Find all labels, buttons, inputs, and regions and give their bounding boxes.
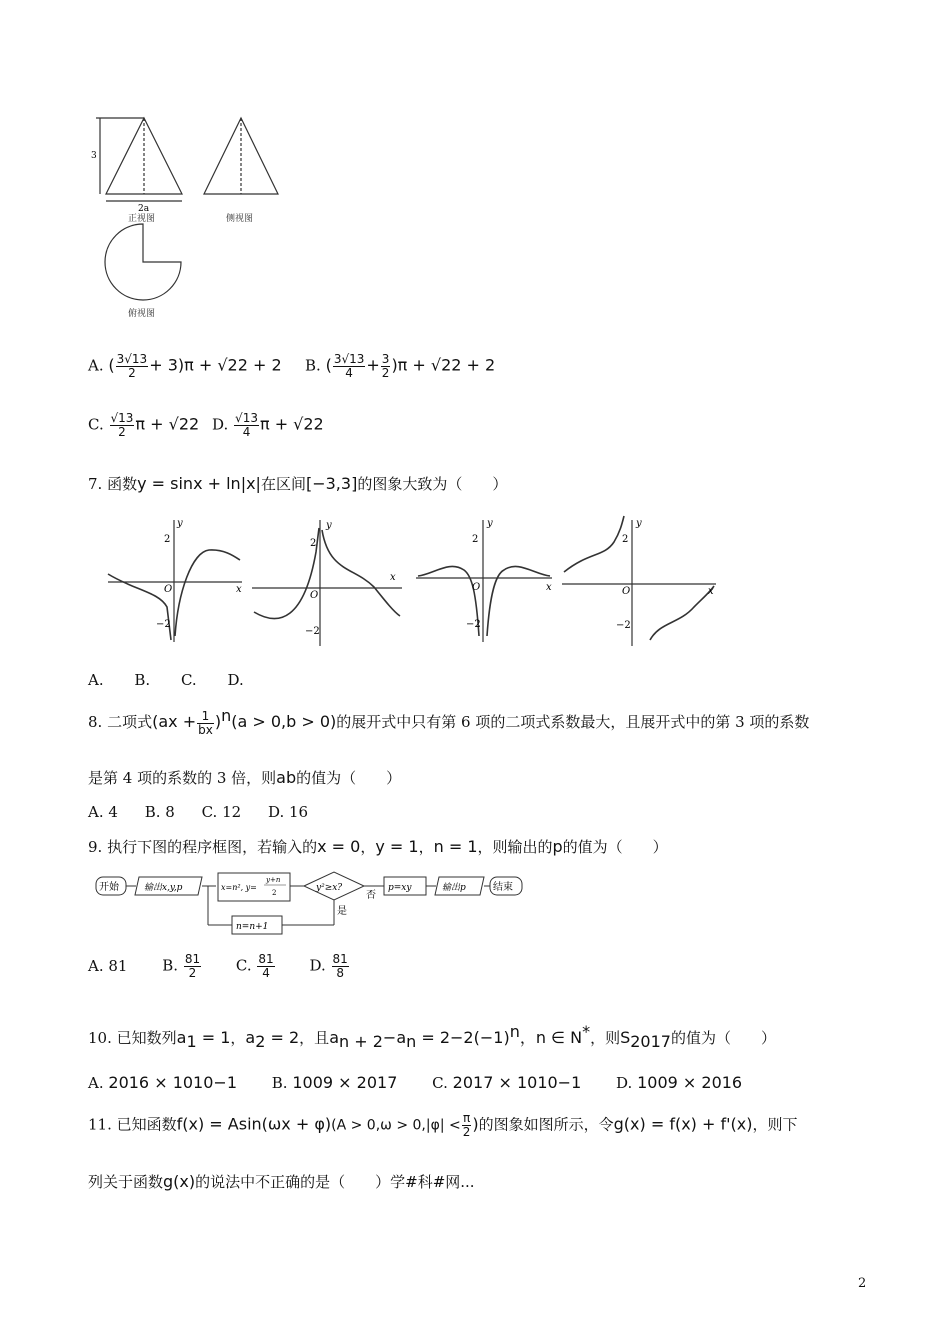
q6-option-b: B. ( $\frac{3√13}{4}$ + $\frac{3}{2}$ )π + √22 + 2 — [305, 352, 496, 380]
height-label: 3 — [91, 151, 97, 161]
graph-c-neg2: −2 — [466, 619, 481, 630]
q9-option-d-fraction: $\frac{81}{8}$ — [332, 952, 348, 980]
width-label: 2a — [138, 204, 150, 214]
graph-b — [252, 520, 402, 646]
q8-stem-line2: 是第 4 项的系数的 3 倍，则ab的值为（ ） — [88, 768, 402, 787]
q6-option-d: D. $\frac{√13}{4}$ π + √22 — [212, 411, 324, 439]
q7-graphs — [104, 512, 724, 652]
q11-stem-line1: 11. 已知函数f(x) = Asin(ωx + φ)(A > 0,ω > 0,|φ| < $\frac{\pi}{2}$ )的图象如图所示，令g(x) = f(x) + f'(x)，则下 — [88, 1111, 798, 1139]
q11-stem-line2: 列关于函数g(x)的说法中不正确的是（ ）学#科#网... — [88, 1172, 475, 1191]
graph-c-2: 2 — [472, 534, 479, 545]
q10-option-c: 2017 × 1010−1 — [452, 1073, 582, 1092]
top-view-label: 俯视图 — [128, 309, 156, 319]
top-view — [105, 224, 181, 300]
q10-option-b: 1009 × 2017 — [292, 1073, 398, 1092]
graph-b-neg2: −2 — [305, 626, 320, 637]
flow-assign-num: y+n — [266, 876, 281, 884]
graph-d-o: O — [622, 586, 631, 597]
graph-a-2: 2 — [164, 534, 171, 545]
graph-c — [416, 520, 552, 642]
front-view — [96, 118, 182, 201]
side-view — [204, 118, 278, 194]
fraction: $\frac{√13}{2}$ — [110, 411, 134, 439]
q10-option-a: 2016 × 1010−1 — [108, 1073, 237, 1092]
fraction: $\frac{3}{2}$ — [381, 352, 390, 380]
fraction: $\frac{1}{bx}$ — [198, 708, 213, 737]
q9-stem: 9. 执行下图的程序框图，若输入的x = 0，y = 1，n = 1，则输出的p的值为（ ） — [88, 837, 668, 856]
q9-options — [88, 953, 350, 980]
q7-options — [88, 671, 244, 689]
q7-stem: 7. 函数y = sinx + ln|x|在区间[−3,3]的图象大致为（ ） — [88, 474, 508, 493]
q6-option-a: A. ( $\frac{3√13}{2}$ + 3)π + √22 + 2 — [88, 352, 282, 380]
graph-b-2: 2 — [310, 538, 317, 549]
flow-end: 结束 — [493, 882, 513, 893]
graph-a — [108, 520, 242, 642]
side-view-label: 侧视图 — [226, 214, 254, 224]
fraction: $\frac{√13}{4}$ — [235, 411, 258, 439]
graph-d-2: 2 — [622, 534, 629, 545]
q8-options — [88, 803, 308, 821]
fraction: $\frac{3√13}{4}$ — [333, 352, 365, 380]
q8-option-a: A. 4 — [88, 803, 118, 821]
flow-output2: 输出p — [442, 883, 466, 893]
q9-option-a: A. 81 — [88, 956, 128, 975]
graph-b-x: x — [390, 572, 396, 583]
flow-assign-den: 2 — [272, 889, 277, 897]
graph-d-y: y — [636, 518, 642, 529]
graph-c-y: y — [487, 518, 493, 529]
q7-option-d: D. — [227, 671, 244, 689]
q9-option-b-label: B. — [162, 956, 179, 975]
q6-option-c: C. $\frac{√13}{2}$ π + √22 — [88, 411, 200, 439]
graph-d — [562, 516, 716, 646]
q9-option-b-fraction: $\frac{81}{2}$ — [184, 952, 201, 980]
fraction: $\frac{\pi}{2}$ — [462, 1111, 471, 1139]
fraction: $\frac{3√13}{2}$ — [116, 352, 148, 380]
flow-p-calc: p=xy — [388, 883, 412, 893]
flow-output1: 输出x,y,p — [144, 883, 183, 893]
flow-cond: y²≥x? — [316, 883, 343, 893]
q7-option-a: A. — [88, 671, 104, 689]
front-view-label: 正视图 — [128, 214, 156, 224]
flow-start: 开始 — [99, 882, 119, 893]
q7-option-b: B. — [134, 671, 151, 689]
flow-assign: x=n², y= — [221, 883, 257, 892]
flow-no: 否 — [366, 890, 376, 901]
graph-b-o: O — [310, 590, 319, 601]
graph-b-y: y — [326, 520, 332, 531]
q9-option-c-fraction: $\frac{81}{4}$ — [258, 952, 274, 980]
q9-option-d-label: D. — [309, 956, 326, 975]
q8-option-b: B. 8 — [144, 803, 175, 821]
q10-options: A. 2016 × 1010−1 B. 1009 × 2017 C. 2017 × 1010−1 D. 1009 × 2016 — [88, 1073, 743, 1092]
graph-d-x: x — [708, 586, 714, 597]
q8-option-d: D. 16 — [267, 803, 309, 821]
graph-a-x: x — [236, 584, 242, 595]
graph-a-neg2: −2 — [156, 619, 171, 630]
q9-option-c-label: C. — [235, 956, 252, 975]
q10-stem: 10. 已知数列$a_1 = 1$，$a_2 = 2$，且$a_{n + 2}-a_n = 2-2(-1)^n$，n ∈ N*，则$S_{2017}$的值为（ ） — [88, 1022, 776, 1051]
q6-three-view-figure — [88, 108, 288, 323]
graph-a-y: y — [177, 518, 183, 529]
q8-option-c: C. 12 — [201, 803, 242, 821]
graph-d-neg2: −2 — [616, 620, 631, 631]
graph-c-x: x — [546, 582, 552, 593]
q7-option-c: C. — [180, 671, 197, 689]
flow-yes: 是 — [337, 906, 347, 917]
graph-a-o: O — [164, 584, 173, 595]
q9-flowchart — [94, 870, 524, 938]
flow-incr: n=n+1 — [236, 922, 269, 932]
graph-c-o: O — [472, 582, 481, 593]
page-number: 2 — [858, 1276, 867, 1291]
q10-option-d: 1009 × 2016 — [637, 1073, 743, 1092]
q8-stem-line1: 8. 二项式(ax + $\frac{1}{bx}$ )$^n$(a > 0,b > 0)的展开式中只有第 6 项的二项式系数最大，且展开式中的第 3 项的系数 — [88, 706, 810, 737]
